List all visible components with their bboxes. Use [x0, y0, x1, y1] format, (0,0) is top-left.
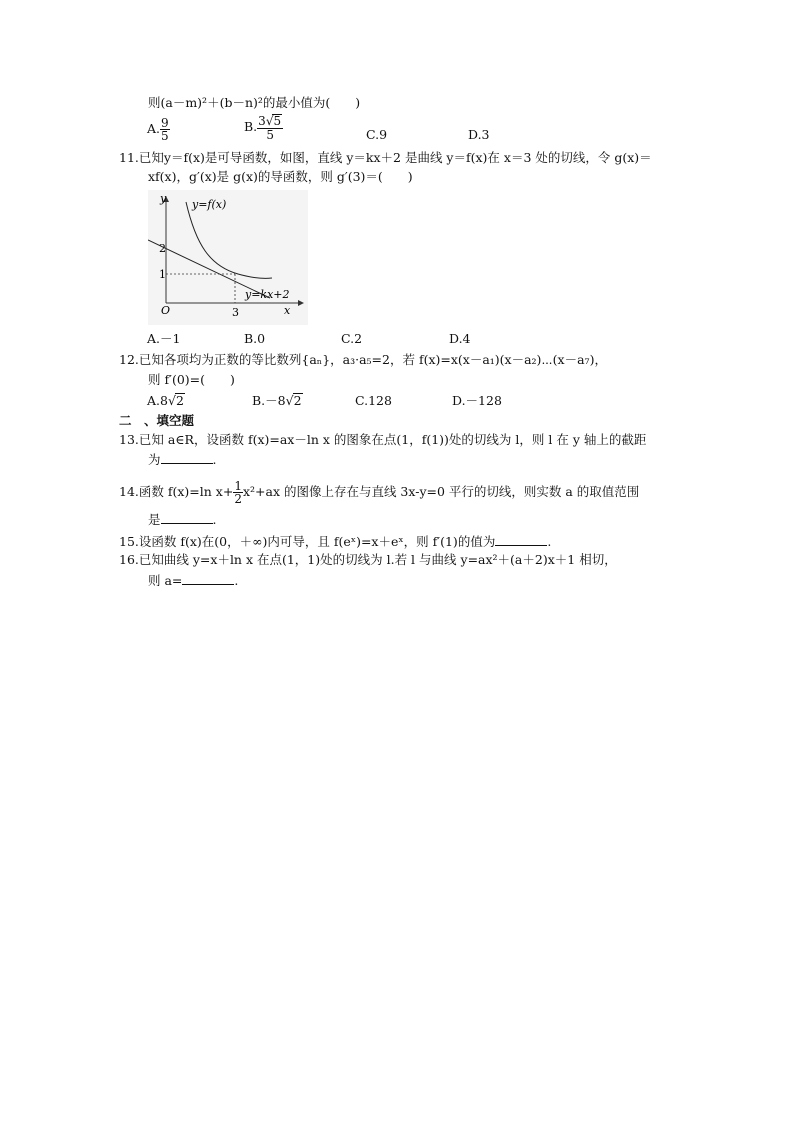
q12-line1: 12.已知各项均为正数的等比数列{aₙ}，a₃·a₅=2，若 f(x)=x(x－a₁)(x－a₂)⋯(x－a₇)， — [119, 352, 607, 367]
q13-line1: 13.已知 a∈R，设函数 f(x)=ax－ln x 的图象在点(1，f(1))处的切线为 l，则 l 在 y 轴上的截距 — [119, 432, 647, 447]
sqrt-sign-icon: √ — [285, 393, 294, 408]
tick-x-3: 3 — [232, 306, 239, 319]
answer-blank[interactable] — [182, 572, 234, 585]
q16-line2: 则 a= . — [148, 573, 239, 588]
q11-option-c: C.2 — [341, 331, 363, 346]
answer-blank[interactable] — [495, 533, 547, 546]
sqrt-sign-icon: √ — [265, 114, 274, 128]
curve-label: y=f(x) — [192, 198, 227, 211]
fraction: $\frac{9}{5}$ — [161, 116, 169, 143]
q10-option-d: D.3 — [468, 127, 490, 142]
tick-y-1: 1 — [159, 268, 166, 281]
q10-stem: 则(a－m)²＋(b－n)²的最小值为( ) — [148, 95, 361, 110]
q12-line2: 则 f′(0)=( ) — [148, 372, 235, 387]
q11-option-b: B.0 — [244, 331, 266, 346]
q12-option-d: D.－128 — [452, 393, 502, 408]
answer-blank[interactable] — [161, 511, 213, 524]
q13-line2: 为 . — [148, 452, 217, 467]
sqrt-sign-icon: √ — [167, 393, 176, 408]
q11-line2: xf(x)，g′(x)是 g(x)的导函数，则 g′(3)＝( ) — [148, 169, 413, 184]
q11-option-d: D.4 — [449, 331, 471, 346]
section-title: 二 、填空题 — [119, 413, 195, 428]
q11-line1: 11.已知y＝f(x)是可导函数，如图，直线 y＝kx＋2 是曲线 y＝f(x)在 x＝3 处的切线，令 g(x)＝ — [119, 150, 652, 165]
fraction: $\frac{1}{2}$ — [234, 479, 242, 506]
q14-line2: 是 . — [148, 512, 217, 527]
q10-option-b: B. $\frac{3√5}{5}$ — [244, 114, 282, 142]
q14-line1: 14.函数 f(x)=ln x+ $\frac{1}{2}$ x²+ax 的图像上存在与直线 3x-y=0 平行的切线，则实数 a 的取值范围 — [119, 479, 640, 506]
answer-blank[interactable] — [161, 451, 213, 464]
q15-line: 15.设函数 f(x)在(0，＋∞)内可导，且 f(eˣ)=x＋eˣ，则 f′(1)的值为 . — [119, 534, 552, 549]
q10-option-a: A. $\frac{9}{5}$ — [147, 116, 169, 143]
q10-option-c: C.9 — [366, 127, 388, 142]
q16-line1: 16.已知曲线 y=x＋ln x 在点(1，1)处的切线为 l.若 l 与曲线 y=ax²＋(a＋2)x＋1 相切， — [119, 552, 617, 567]
x-axis-label: x — [284, 304, 291, 317]
q11-option-a: A.－1 — [147, 331, 181, 346]
fraction: $\frac{3√5}{5}$ — [258, 114, 282, 142]
q12-option-b: B.－8√2 — [252, 393, 302, 408]
line-label: y=kx+2 — [245, 288, 290, 301]
q12-option-c: C.128 — [355, 393, 392, 408]
y-axis-label: y — [160, 192, 167, 205]
q11-graph — [148, 190, 308, 325]
q12-option-a: A.8√2 — [147, 393, 184, 408]
tick-y-2: 2 — [159, 242, 166, 255]
origin-label: O — [161, 304, 171, 317]
